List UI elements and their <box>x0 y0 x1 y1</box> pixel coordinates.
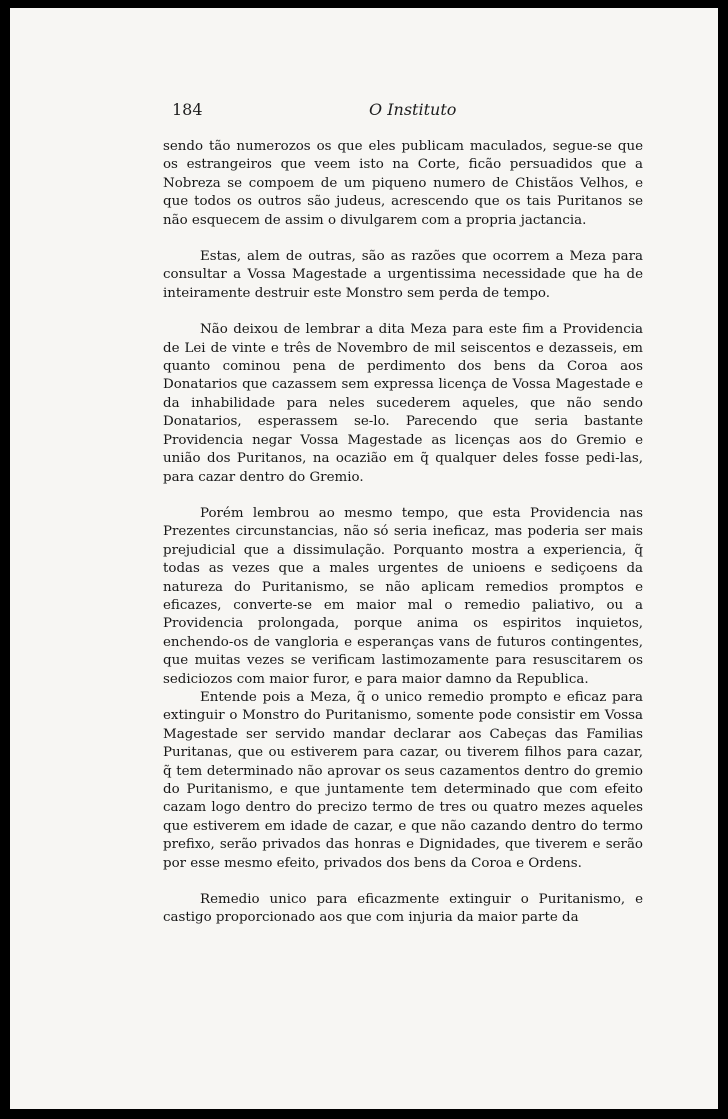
paragraph-3: Não deixou de lembrar a dita Meza para este fim a Providencia de Lei de vinte e três de Novembro de mil seiscentos e dezasseis, em quanto cominou pena de perdimento dos bens da Coroa aos Donatarios que cazassem sem expressa licença de Vossa Magestade e da inhabilidade para neles sucederem aqueles, que não sendo Donatarios, esperassem se-lo. Parecendo que seria bastante Providencia negar Vossa Magestade as licenças aos do Gremio e união dos Puritanos, na ocazião em q̃ qualquer deles fosse pedi-las, para cazar dentro do Gremio. <box>163 322 643 485</box>
body-text <box>163 138 643 928</box>
paragraph-6: Remedio unico para eficazmente extinguir o Puritanismo, e castigo proporcionado aos que com injuria da maior parte da <box>163 892 643 926</box>
running-title: O Instituto <box>369 100 457 119</box>
page-header <box>172 100 637 122</box>
paragraph-5: Entende pois a Meza, q̃ o unico remedio prompto e eficaz para extinguir o Monstro do Puritanismo, somente pode consistir em Vossa Magestade ser servido mandar declarar aos Cabeças das Familias Puritanas, que ou estiverem para cazar, ou tiverem filhos para cazar, q̃ tem determinado não aprovar os seus cazamentos dentro do gremio do Puritanismo, e que juntamente tem determinado que com efeito cazam logo dentro do precizo termo de tres ou quatro mezes aqueles que estiverem em idade de cazar, e que não cazando dentro do termo prefixo, serão privados das honras e Dignidades, que tiverem e serão por esse mesmo efeito, privados dos bens da Coroa e Ordens. <box>163 689 643 871</box>
paragraph-2: Estas, alem de outras, são as razões que ocorrem a Meza para consultar a Vossa Magestade a urgentissima necessidade que ha de inteiramente destruir este Monstro sem perda de tempo. <box>163 249 643 301</box>
paragraph-4: Porém lembrou ao mesmo tempo, que esta Providencia nas Prezentes circunstancias, não só seria ineficaz, mas poderia ser mais prejudicial que a dissimulação. Porquanto mostra a experiencia, q̃ todas as vezes que a males urgentes de unioens e sediçoens da natureza do Puritanismo, se não aplicam remedios promptos e eficazes, converte-se em maior mal o remedio paliativo, ou a Providencia prolongada, porque anima os espiritos inquietos, enchendo-os de vangloria e esperanças vans de futuros contingentes, que muitas vezes se verificam lastimozamente para resuscitarem os sediciozos com maior furor, e para maior damno da Republica. <box>163 505 643 687</box>
page-number: 184 <box>172 100 203 119</box>
paragraph-1: sendo tão numerozos os que eles publicam maculados, segue-se que os estrangeiros que veem isto na Corte, ficão persuadidos que a Nobreza se compoem de um piqueno numero de Chistãos Velhos, e que todos os outros são judeus, acrescendo que os tais Puritanos se não esquecem de assim o divulgarem com a propria jactancia. <box>163 139 643 228</box>
